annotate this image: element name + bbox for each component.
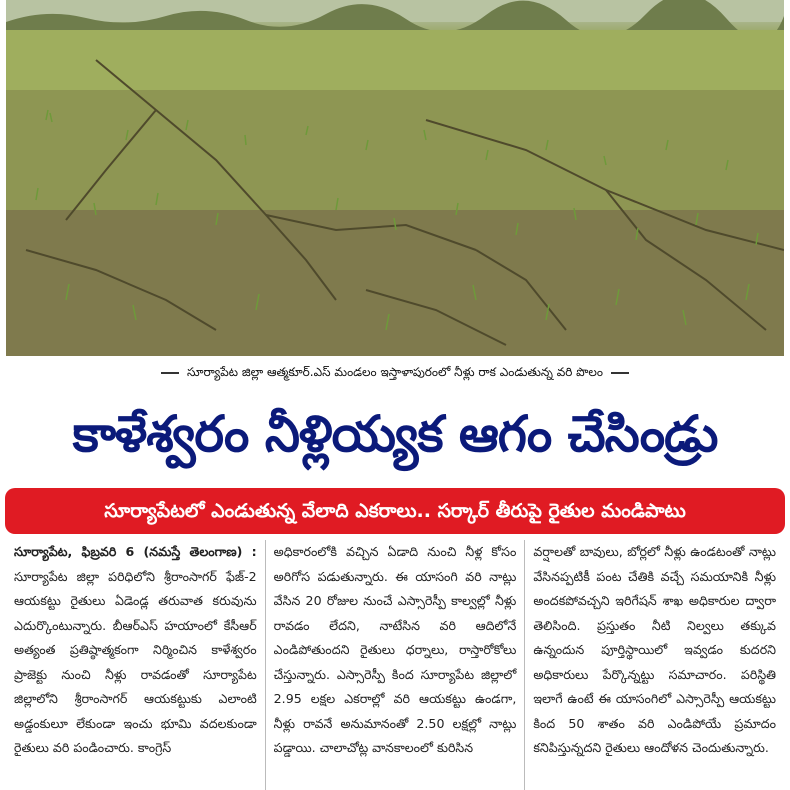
photo-caption: సూర్యాపేట జిల్లా ఆత్మకూర్.ఎస్ మండలం ఇస్తాళాపురంలో నీళ్లు రాక ఎండుతున్న వరి పొలం	[0, 362, 790, 382]
article-column-2	[265, 540, 525, 790]
dry-paddy-field-photo	[6, 0, 784, 356]
cracked-soil	[6, 210, 784, 356]
field-illustration	[6, 0, 784, 356]
dateline: సూర్యాపేట, ఫిబ్రవరి 6 (నమస్తే తెలంగాణ) :	[14, 544, 257, 559]
column-1-text: సూర్యాపేట జిల్లా పరిధిలోని శ్రీరాంసాగర్ ఫేజ్-2 ఆయకట్టు రైతులు ఏడెండ్ల తరువాత కరువును ఎదుర్కొంటున్నారు. బీఆర్ఎస్ హయాంలో కేసీఆర్ అత్యంత ప్రతిష్ఠాత్మకంగా నిర్మించిన కాళేశ్వరం ప్రాజెక్టు నుంచి నీళ్లు రావడంతో సూర్యాపేట జిల్లాలోని శ్రీరాంసాగర్ ఆయకట్టుకు ఎలాంటి అడ్డంకులూ లేకుండా ఇంచు భూమి వదలకుండా రైతులు వరి పండించారు. కాంగ్రెస్	[14, 568, 257, 755]
article-column-1	[6, 540, 265, 790]
article-column-3	[524, 540, 784, 790]
column-3-text: వర్షాలతో బావులు, బోర్లలో నీళ్లు ఉండటంతో నాట్లు వేసినప్పటికీ పంట చేతికి వచ్చే సమయానికి నీళ్లు అందకపోవచ్చని ఇరిగేషన్ శాఖ అధికారుల ద్వారా తెలిసింది. ప్రస్తుతం నీటి నిల్వలు తక్కువ ఉన్నందున పూర్తిస్థాయిలో ఇవ్వడం కుదరని అధికారులు పేర్కొన్నట్టు సమాచారం. పరిస్థితి ఇలాగే ఉంటే ఈ యాసంగిలో ఎస్సారెస్పీ ఆయకట్టు కింద 50 శాతం వరి ఎండిపోయే ప్రమాదం కనిపిస్తున్నదని రైతులు ఆందోళన చెందుతున్నారు.	[533, 544, 777, 755]
column-2-text: అధికారంలోకి వచ్చిన ఏడాది నుంచి నీళ్ల కోసం అరిగోస పడుతున్నారు. ఈ యాసంగి వరి నాట్లు వేసిన 20 రోజుల నుంచే ఎస్సారెస్పీ కాల్వల్లో నీళ్లు రావడం లేదని, నాటేసిన వరి ఆదిలోనే ఎండిపోతుందని రైతులు ధర్నాలు, రాస్తారోకోలు చేస్తున్నారు. ఎస్సారెస్పీ కింద సూర్యాపేట జిల్లాలో 2.95 లక్షల ఎకరాల్లో వరి ఆయకట్టు ఉండగా, నీళ్లు రావనే అనుమానంతో 2.50 లక్షల్లో నాట్లు పడ్డాయి. చాలాచోట్ల వానకాలంలో కురిసిన	[273, 544, 517, 755]
article-body	[6, 540, 784, 790]
headline: కాళేశ్వరం నీళ్లియ్యక ఆగం చేసిండ్రు	[72, 405, 718, 463]
subheadline-banner: సూర్యాపేటలో ఎండుతున్న వేలాది ఎకరాలు.. సర్కార్ తీరుపై రైతుల మండిపాటు	[5, 488, 785, 534]
